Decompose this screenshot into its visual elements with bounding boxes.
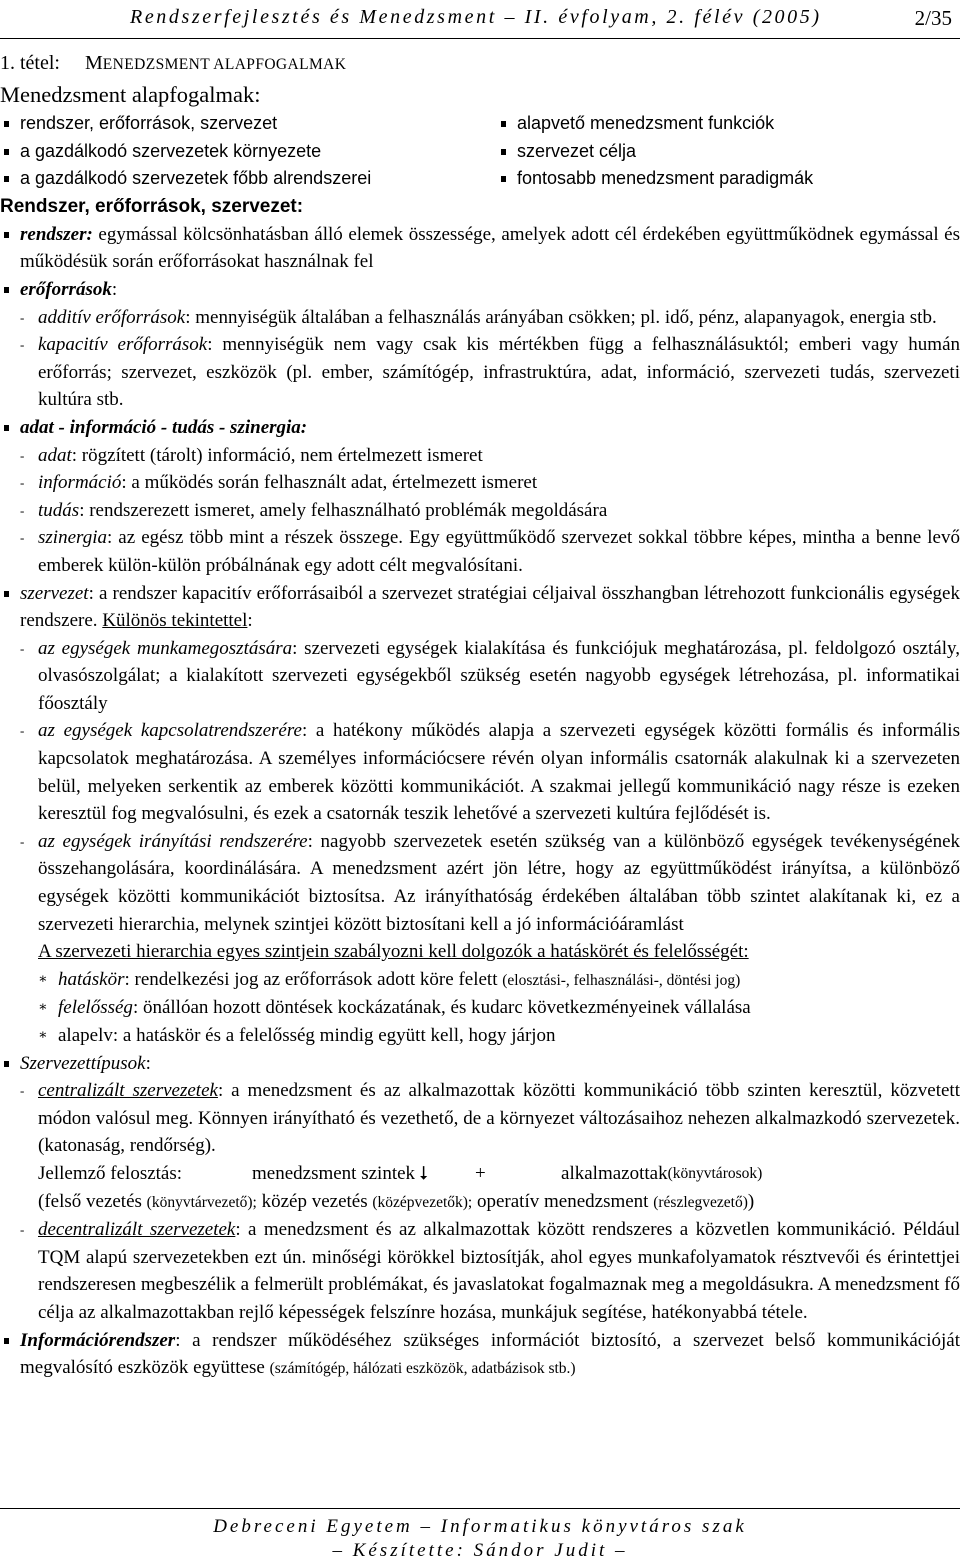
note-konyvtarvezeto: (könyvtárvezető); [146,1193,257,1211]
paragraph-centralizalt [0,1077,960,1160]
heading-adat-informacio: adat - információ - tudás - szinergia: [0,414,960,442]
list-item: a gazdálkodó szervezetek környezete [0,138,497,166]
text-informacio: : a működés során felhasznált adat, értelmezett ismeret [121,472,538,494]
text-informaciorendszer: : a rendszer működéséhez szükséges információt biztosító, a szervezet belső kommunikációját megvalósító eszközök együttese [20,1329,960,1379]
term-felelosseg: felelősség [58,997,133,1019]
bullet-hataskor [0,966,960,995]
term-adat: adat [38,444,72,466]
paragraph-additiv [0,304,960,332]
paragraph-adat [0,442,960,470]
alkalmazottak: alkalmazottak [561,1162,668,1184]
text-szinergia: : az egész több mint a részek összege. Egy együttműködő szervezet sokkal többre képes, mintha a benne levő emberek külön-külön próbálnának egy adott célt megvalósítani. [38,527,960,576]
footer-rule [0,1508,960,1509]
tetel-heading [0,48,960,80]
note-hataskor: (elosztási-, felhasználási-, döntési jog) [502,971,741,989]
text-kapcsolatrendszer: : a hatékony működés alapja a szervezeti egységek közötti formális és informális kapcsolatok meghatározása. A személyes információcsere révén olyan informális csatornák alakulnak ki a szervezeten belül, melyeken serkentik az emberek közötti kommunikációt. A szakmai jellegű kommunikáció nagy része is ezeken keresztül fog megvalósulni, és ezek a csatornák teszik lehetővé a szervezeti kultúra fejlődését is. [38,720,960,825]
tetel-title-initial: M [84,52,103,74]
text-centralizalt: : a menedzsment és az alkalmazottak közötti kommunikáció több szinten keresztül, közvetett módon valósul meg. Könnyen irányítható és vezethető, de a környezet változásaihoz nehezen alkalmazkodó szervezetek. (katonaság, rendőrség). [38,1080,960,1157]
alapfogalmak-left-column [0,110,497,193]
kozep-vezetes: közép vezetés [256,1190,373,1212]
paragraph-szervezet [0,580,960,635]
paragraph-kapacitiv [0,331,960,414]
paragraph-eroforrasok [0,276,960,304]
bullet-felelosseg [0,994,960,1022]
term-tudas: tudás [38,499,80,521]
paragraph-tudas [0,497,960,525]
text-munkamegosztas: : szervezeti egységek kialakítása és funkciójuk meghatározása, pl. feldolgozó osztály, olvasószolgálat; a kialakított szervezeti egységekből szükség esetén nagyobb egységek létrehozása, pl. informatikai főosztály [38,637,960,714]
term-kapacitiv: kapacitív erőforrások [38,334,208,356]
section-heading-rendszer: Rendszer, erőforrások, szervezet: [0,195,304,217]
paragraph-rendszer [0,221,960,276]
paragraph-informaciorendszer [0,1327,960,1383]
felosztas-reszletek [0,1188,960,1217]
text-adat: : rögzített (tárolt) információ, nem értelmezett ismeret [71,444,483,466]
text-tudas: : rendszerezett ismeret, amely felhasználható problémák megoldására [79,499,608,521]
note-informaciorendszer: (számítógép, hálózati eszközök, adatbázisok stb.) [269,1360,576,1378]
note-konyvtarosok: (könyvtárosok) [667,1164,763,1182]
alapfogalmak-right-column [497,110,813,193]
term-informacio: információ [38,472,122,494]
note-kozepvezetok: (középvezetők); [372,1193,473,1211]
bullet-alapelv: ∗ alapelv: a hatáskör és a felelősség mindig együtt kell, hogy járjon [0,1022,960,1050]
term-decentralizalt: decentralizált szervezetek [38,1219,236,1241]
paragraph-iranyitasi [0,828,960,938]
jellemzo-felosztas [0,1160,960,1188]
header-rule [0,38,960,39]
underlined-kulonos: Különös tekintettel [102,610,248,632]
paragraph-informacio [0,469,960,497]
note-reszlegvezeto: (részlegvezető) [653,1193,748,1211]
term-szervezet: szervezet [20,582,89,604]
paragraph-decentralizalt [0,1216,960,1326]
text-felelosseg: : önállóan hozott döntések kockázatának, és kudarc következményeinek vállalása [132,997,751,1019]
text-decentralizalt: : a menedzsment és az alkalmazottak között rendszeres a közvetlen kommunikáció. Például TQM alapú szervezetekben ezt ún. minőségi körökkel biztosítják, ahol egyes munkafolyamatok résztvevői és érintettjei rendszeresen megbeszélik a felmerült problémákat, és javaslatokat fogalmaznak meg a megoldásukra. A menedzsment fő célja az alkalmazottakban rejlő képességek felszínre hozása, munkájuk segítése, hatékonyabbá tétele. [38,1219,960,1323]
paragraph-szervezettipusok [0,1050,960,1078]
tetel-number: 1. tétel: [0,52,60,74]
term-centralizalt: centralizált szervezetek [38,1080,218,1102]
menedzsment-szintek: menedzsment szintek [252,1162,416,1184]
text-kapacitiv: : mennyiségük nem vagy csak kis mértékben függ a felhasználásuktól; emberi vagy humán erőforrás; szervezet, eszközök (pl. ember, számítógép, infrastruktúra, adat, információ, szervezeti tudás, szervezeti kultúra stb. [38,334,960,411]
jellemzo-label: Jellemző felosztás: [38,1162,183,1184]
term-kapcsolatrendszer: az egységek kapcsolatrendszerére [38,720,302,742]
paragraph-munkamegosztas [0,635,960,718]
alapfogalmak-columns [0,110,960,193]
text-additiv: : mennyiségük általában a felhasználás arányában csökken; pl. idő, pénz, alapanyagok, energia stb. [185,306,937,328]
tetel-title-rest: ENEDZSMENT ALAPFOGALMAK [102,56,347,73]
paragraph-kapcsolatrendszer [0,717,960,827]
arrow-down-icon: ⭣ [419,1161,428,1184]
term-szervezettipusok: Szervezettípusok [20,1052,146,1074]
list-item: szervezet célja [497,138,813,166]
list-item: rendszer, erőforrások, szervezet [0,110,497,138]
colon: : [111,278,118,300]
term-eroforrasok: erőforrások [20,278,112,300]
paragraph-szinergia [0,524,960,579]
term-informaciorendszer: Információrendszer [20,1329,176,1351]
term-szinergia: szinergia [38,527,107,549]
footer-line-1: Debreceni Egyetem – Informatikus könyvtáros szak [213,1516,747,1537]
page-number: 2/35 [914,6,952,30]
list-item: alapvető menedzsment funkciók [497,110,813,138]
term-additiv: additív erőforrások [38,306,186,328]
underlined-hierarchia: A szervezeti hierarchia egyes szintjein szabályozni kell dolgozók a hatáskörét és felelősségét: [38,941,749,963]
operativ-menedzsment: operatív menedzsment [472,1190,654,1212]
term-iranyitasi: az egységek irányítási rendszerére [38,830,308,852]
plus-sign: + [475,1162,486,1184]
text-rendszer: egymással kölcsönhatásban álló elemek összessége, amelyek adott cél érdekében együttműködnek egymással és működésük során erőforrásokat használnak fel [20,223,960,273]
page-header [0,6,960,36]
document-body [0,48,960,1383]
term-munkamegosztas: az egységek munkamegosztására [38,637,293,659]
text-hataskor: : rendelkezési jog az erőforrások adott köre felett [124,968,503,990]
colon: : [247,610,253,632]
term-hataskor: hatáskör [58,968,125,990]
closing-paren: ) [747,1190,755,1212]
footer-line-2: – Készítette: Sándor Judit – [332,1540,628,1561]
term-rendszer: rendszer: [20,223,93,245]
text-szervezet: : a rendszer kapacitív erőforrásaiból a szervezet stratégiai céljaival összhangban létrehozott funkcionális egységek rendszere. [20,582,960,632]
list-item: fontosabb menedzsment paradigmák [497,165,813,193]
felso-vezetes: (felső vezetés [38,1190,147,1212]
list-item: a gazdálkodó szervezetek főbb alrendszerei [0,165,497,193]
colon: : [145,1052,151,1074]
text-iranyitasi: : nagyobb szervezetek esetén szükség van a különböző egységek tevékenységének összehangolására, koordinálására. A menedzsment azért jön létre, hogy az együttműködést irányítsa, a különböző egységek közötti kommunikációt biztosítsa. Az irányíthatóság érdekében általában több szintet alakítanak ki, ez a szervezeti hierarchia, melynek szintjei között biztosítani kell a jó információáramlást [38,830,960,935]
section-heading-alapfogalmak: Menedzsment alapfogalmak: [0,82,261,107]
header-title: Rendszerfejlesztés és Menedzsment – II. évfolyam, 2. félév (2005) [130,6,822,28]
